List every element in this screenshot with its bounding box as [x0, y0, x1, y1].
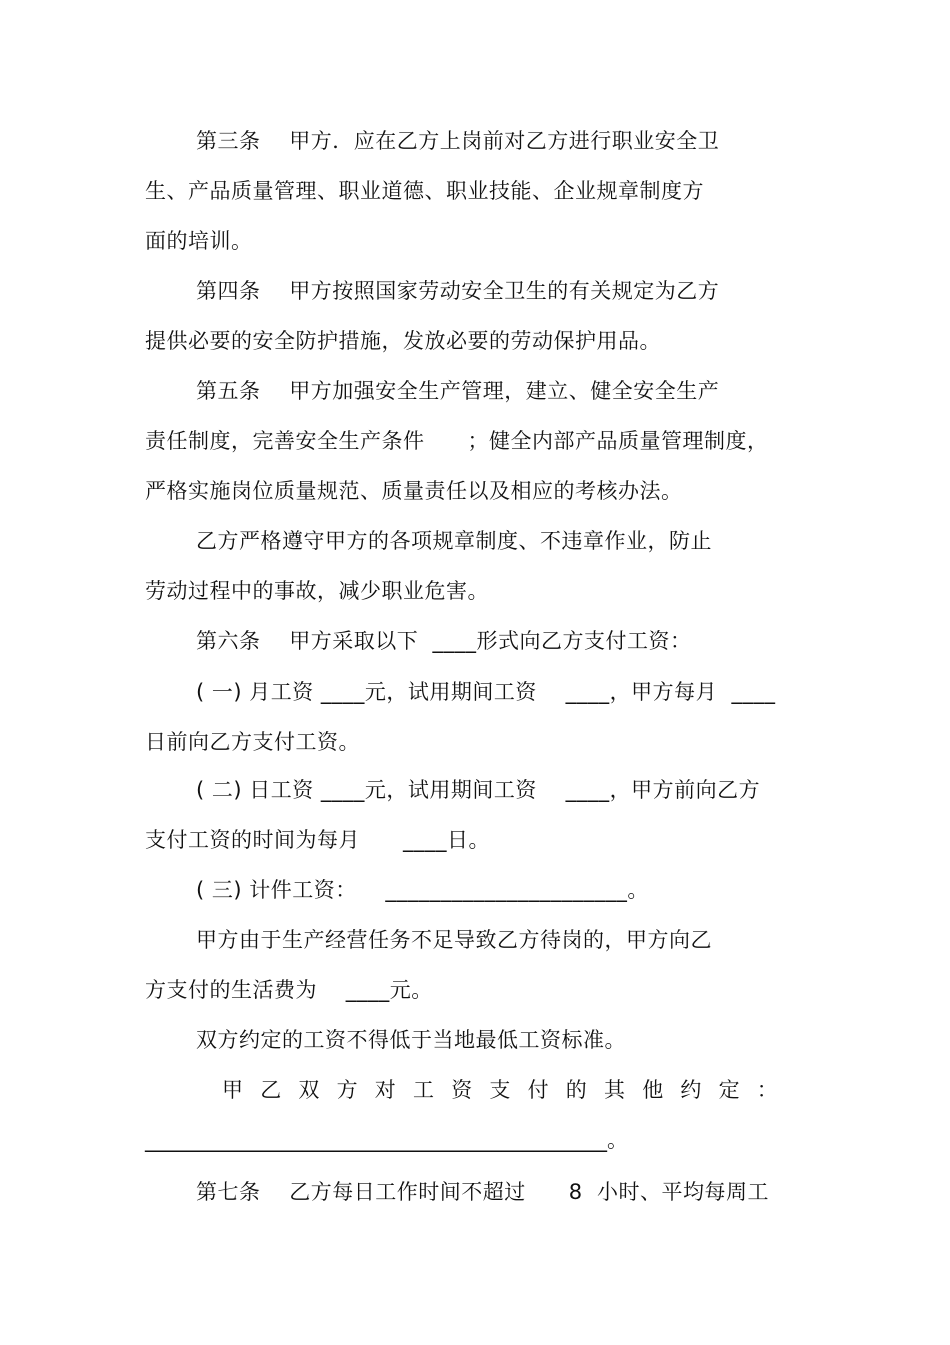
employee-duty-line-1: 乙方严格遵守甲方的各项规章制度、不违章作业，防止: [196, 529, 712, 553]
article-7-line-1: 第七条 乙方每日工作时间不超过 8 小时、平均每周工: [196, 1180, 769, 1204]
piece-wage-line: ( 三) 计件工资： ______________________。: [196, 878, 649, 902]
article-4-line-2: 提供必要的安全防护措施，发放必要的劳动保护用品。: [145, 329, 661, 353]
article-5-line-3: 严格实施岗位质量规范、质量责任以及相应的考核办法。: [145, 479, 683, 503]
article-3-line-2: 生、产品质量管理、职业道德、职业技能、企业规章制度方: [145, 179, 704, 203]
article-3-line-1: 第三条 甲方．应在乙方上岗前对乙方进行职业安全卫: [196, 129, 720, 153]
other-agreement-line-2: ____________________________________________。: [145, 1128, 628, 1152]
article-6-line-1: 第六条 甲方采取以下 ____形式向乙方支付工资：: [196, 629, 692, 653]
employee-duty-line-2: 劳动过程中的事故，减少职业危害。: [145, 579, 489, 603]
daily-wage-line-2: 支付工资的时间为每月 ____日。: [145, 828, 491, 852]
article-3-line-3: 面的培训。: [145, 229, 253, 253]
monthly-wage-line-1: ( 一) 月工资 ____元，试用期间工资 ____，甲方每月 ____: [196, 680, 776, 704]
article-4-line-1: 第四条 甲方按照国家劳动安全卫生的有关规定为乙方: [196, 279, 720, 303]
article-5-line-2: 责任制度，完善安全生产条件 ；健全内部产品质量管理制度，: [145, 429, 769, 453]
standby-pay-line-2: 方支付的生活费为 ____元。: [145, 978, 433, 1002]
article-5-line-1: 第五条 甲方加强安全生产管理，建立、健全安全生产: [196, 379, 720, 403]
daily-wage-line-1: ( 二) 日工资 ____元，试用期间工资 ____，甲方前向乙方: [196, 778, 761, 802]
standby-pay-line-1: 甲方由于生产经营任务不足导致乙方待岗的，甲方向乙: [196, 928, 712, 952]
min-wage-line: 双方约定的工资不得低于当地最低工资标准。: [196, 1028, 626, 1052]
other-agreement-line-1: 甲乙双方对工资支付的其他约定：: [222, 1078, 795, 1102]
monthly-wage-line-2: 日前向乙方支付工资。: [145, 730, 360, 754]
